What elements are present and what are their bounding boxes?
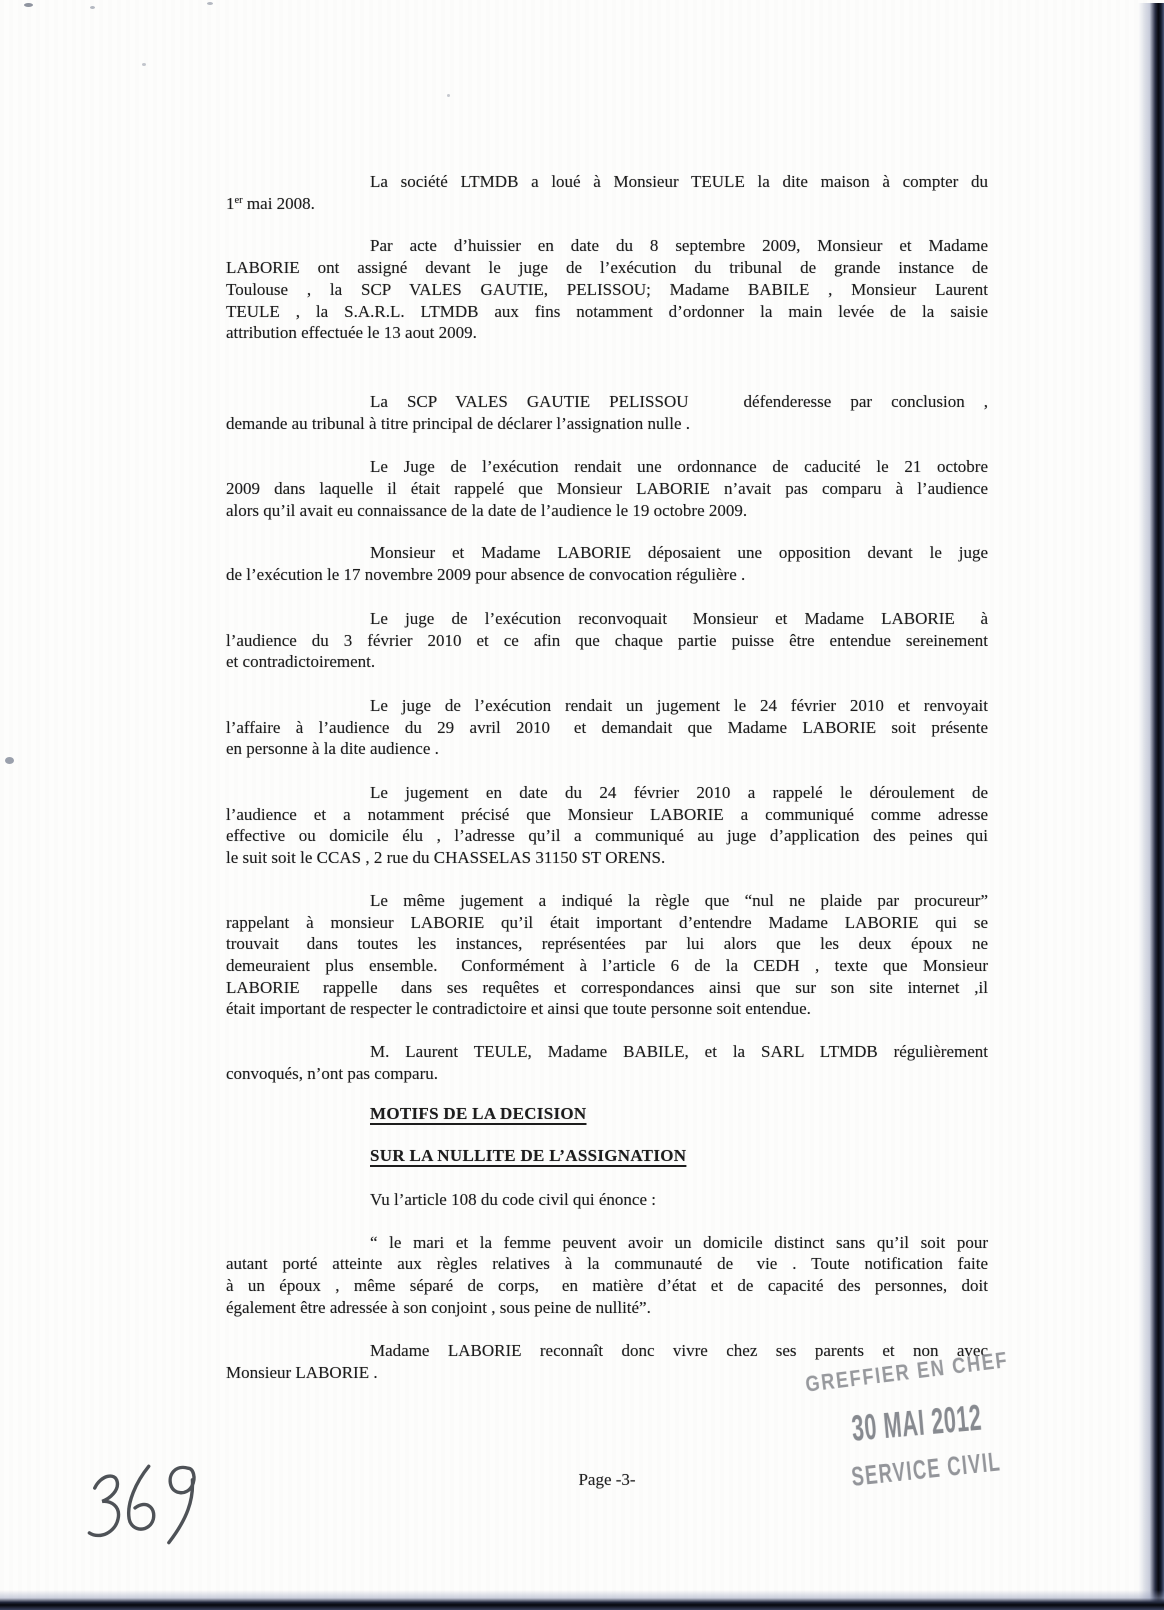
page-number-label: Page -3- [578,1470,636,1489]
scan-speck [207,2,213,5]
scan-speck [5,757,14,764]
text-line: convoqués, n’ont pas comparu. [226,1063,438,1083]
scan-shadow-bottom [0,1590,1164,1610]
text-line: l’audience et a notamment précisé que Monsieur LABORIE a communiqué comme adresse [226,804,988,824]
text-line: rappelant à monsieur LABORIE qu’il était important d’entendre Madame LABORIE qui se [226,912,988,932]
text-line: “ le mari et la femme peuvent avoir un domicile distinct sans qu’il soit pour [370,1232,988,1252]
text-line: 1er mai 2008. [226,193,315,213]
text-line: Monsieur LABORIE . [226,1363,378,1383]
text-line: Le Juge de l’exécution rendait une ordonnance de caducité le 21 octobre [370,457,988,477]
text-line: Toulouse , la SCP VALES GAUTIE, PELISSOU; Madame BABILE , Monsieur Laurent [226,279,988,299]
paragraph [226,235,988,344]
text-line: TEULE , la S.A.R.L. LTMDB aux fins notamment d’ordonner la main levée de la saisie [226,301,988,321]
text-line: Monsieur et Madame LABORIE déposaient une opposition devant le juge [370,543,988,563]
scan-speck [90,6,95,9]
paragraph [226,171,988,214]
document-body [226,171,988,1384]
paragraph [226,890,988,1020]
text-line: l’affaire à l’audience du 29 avril 2010 et demandait que Madame LABORIE soit présente [226,717,988,737]
text-line: La société LTMDB a loué à Monsieur TEULE la dite maison à compter du [370,172,988,191]
text-line: Le juge de l’exécution rendait un jugement le 24 février 2010 et renvoyait [370,695,988,715]
text-line: et contradictoirement. [226,652,376,672]
text-line: à un époux , même séparé de corps, en matière d’état et de capacité des personnes, doit [226,1276,988,1296]
text-line: SUR LA NULLITE DE L’ASSIGNATION [370,1146,687,1166]
text-line: trouvait dans toutes les instances, représentées par lui alors que les deux époux ne [226,934,988,954]
text-line: Madame LABORIE reconnaît donc vivre chez ses parents et non avec [370,1341,988,1361]
ordinal-superscript: er [234,194,243,206]
paragraph [226,1232,988,1319]
stamp-date-line: 30 MAI 2012 [850,1396,984,1449]
paragraph [226,542,988,585]
paragraph [226,391,988,434]
text-line: l’audience du 3 février 2010 et ce afin que chaque partie puisse être entendue sereinement [226,630,988,650]
text-line: alors qu’il avait eu connaissance de la date de l’audience le 19 octobre 2009. [226,500,748,520]
stamp-service-line: SERVICE CIVIL [850,1446,1003,1492]
scan-speck [447,94,450,97]
text-line: autant porté atteinte aux règles relatives à la communauté de vie . Toute notification faite [226,1254,988,1274]
handwritten-number-icon [56,1446,237,1575]
scan-speck [142,63,146,66]
text-line: Le jugement en date du 24 février 2010 a rappelé le déroulement de [370,783,988,803]
text-line: également être adressée à son conjoint , sous peine de nullité”. [226,1297,651,1317]
text-line: 2009 dans laquelle il était rappelé que Monsieur LABORIE n’avait pas comparu à l’audience [226,479,988,499]
paragraph [226,608,988,673]
scan-speck [24,3,33,7]
text-line: demande au tribunal à titre principal de déclarer l’assignation nulle . [226,413,691,433]
text-line: Par acte d’huissier en date du 8 septembre 2009, Monsieur et Madame [370,236,988,256]
paragraph [226,695,988,760]
text-line: le suit soit le CCAS , 2 rue du CHASSELAS 31150 ST ORENS. [226,848,666,868]
text-line: Le juge de l’exécution reconvoquait Monsieur et Madame LABORIE à [370,608,988,628]
text-line: Vu l’article 108 du code civil qui énonce : [370,1189,656,1209]
text-line: MOTIFS DE LA DECISION [370,1103,587,1123]
paragraph [226,456,988,521]
text-line: Le même jugement a indiqué la règle que “nul ne plaide par procureur” [370,890,988,910]
paragraph [226,782,988,869]
stamp-greffier-line: GREFFIER EN CHEF [804,1347,1010,1397]
text-line: effective ou domicile élu , l’adresse qu’il a communiqué au juge d’application des peines qui [226,826,988,846]
section-heading [226,1103,988,1125]
paragraph [226,1189,988,1211]
text-line: demeuraient plus ensemble. Conformément à l’article 6 de la CEDH , texte que Monsieur [226,955,988,975]
text-line: était important de respecter le contradictoire et ainsi que toute personne soit entendue. [226,999,811,1019]
scan-shadow-right [1138,3,1164,1610]
text-line: La SCP VALES GAUTIE PELISSOU défenderesse par conclusion , [370,391,988,411]
text-line: de l’exécution le 17 novembre 2009 pour absence de convocation régulière . [226,565,746,585]
paragraph [226,1041,988,1084]
text-line: en personne à la dite audience . [226,739,439,759]
text-line: LABORIE ont assigné devant le juge de l’exécution du tribunal de grande instance de [226,258,988,278]
text-line: M. Laurent TEULE, Madame BABILE, et la SARL LTMDB régulièrement [370,1042,988,1062]
section-heading [226,1145,988,1167]
text-line: LABORIE rappelle dans ses requêtes et correspondances ainsi que sur son site internet ,il [226,977,988,997]
text-line: attribution effectuée le 13 aout 2009. [226,323,477,343]
